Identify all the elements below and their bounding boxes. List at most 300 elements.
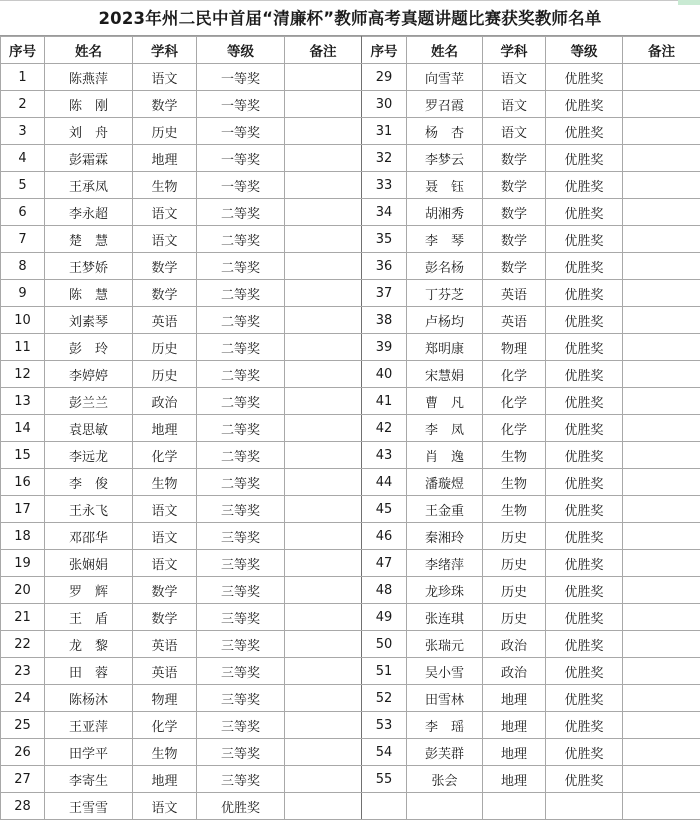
right-level-cell[interactable]: 优胜奖 <box>546 334 623 361</box>
left-seq-cell[interactable]: 1 <box>1 64 45 91</box>
right-subject-cell[interactable]: 语文 <box>483 91 546 118</box>
left-level-cell[interactable]: 三等奖 <box>197 685 285 712</box>
left-level-cell[interactable]: 三等奖 <box>197 631 285 658</box>
left-seq-cell[interactable]: 10 <box>1 307 45 334</box>
right-note-cell[interactable] <box>623 91 700 118</box>
left-name-cell[interactable]: 龙 黎 <box>45 631 133 658</box>
left-name-cell[interactable]: 王亚萍 <box>45 712 133 739</box>
right-subject-cell[interactable]: 化学 <box>483 361 546 388</box>
left-note-cell[interactable] <box>285 307 362 334</box>
right-level-cell[interactable]: 优胜奖 <box>546 550 623 577</box>
left-note-cell[interactable] <box>285 604 362 631</box>
left-seq-cell[interactable]: 21 <box>1 604 45 631</box>
left-name-cell[interactable]: 刘 舟 <box>45 118 133 145</box>
right-level-cell[interactable]: 优胜奖 <box>546 415 623 442</box>
left-note-cell[interactable] <box>285 577 362 604</box>
right-subject-cell[interactable]: 历史 <box>483 604 546 631</box>
left-level-cell[interactable]: 三等奖 <box>197 658 285 685</box>
left-seq-cell[interactable]: 26 <box>1 739 45 766</box>
right-seq-cell[interactable]: 31 <box>362 118 407 145</box>
right-seq-cell[interactable]: 36 <box>362 253 407 280</box>
left-name-cell[interactable]: 陈杨沐 <box>45 685 133 712</box>
left-level-cell[interactable]: 二等奖 <box>197 415 285 442</box>
right-seq-cell[interactable]: 47 <box>362 550 407 577</box>
left-name-cell[interactable]: 邓邵华 <box>45 523 133 550</box>
left-name-cell[interactable]: 刘素琴 <box>45 307 133 334</box>
right-level-cell[interactable] <box>546 793 623 820</box>
right-subject-cell[interactable]: 生物 <box>483 442 546 469</box>
left-level-cell[interactable]: 优胜奖 <box>197 793 285 820</box>
left-note-cell[interactable] <box>285 226 362 253</box>
right-subject-cell[interactable]: 政治 <box>483 658 546 685</box>
right-level-cell[interactable]: 优胜奖 <box>546 388 623 415</box>
left-note-cell[interactable] <box>285 739 362 766</box>
right-note-cell[interactable] <box>623 388 700 415</box>
right-level-cell[interactable]: 优胜奖 <box>546 361 623 388</box>
right-seq-cell[interactable] <box>362 793 407 820</box>
left-subject-cell[interactable]: 数学 <box>133 253 197 280</box>
left-level-cell[interactable]: 三等奖 <box>197 712 285 739</box>
left-subject-cell[interactable]: 历史 <box>133 334 197 361</box>
right-seq-cell[interactable]: 48 <box>362 577 407 604</box>
left-subject-cell[interactable]: 语文 <box>133 199 197 226</box>
right-name-cell[interactable]: 胡湘秀 <box>407 199 483 226</box>
right-subject-cell[interactable]: 生物 <box>483 496 546 523</box>
right-name-cell[interactable]: 李梦云 <box>407 145 483 172</box>
right-note-cell[interactable] <box>623 334 700 361</box>
left-level-cell[interactable]: 二等奖 <box>197 307 285 334</box>
left-note-cell[interactable] <box>285 496 362 523</box>
right-level-cell[interactable]: 优胜奖 <box>546 577 623 604</box>
left-note-cell[interactable] <box>285 145 362 172</box>
table-row <box>1 118 700 145</box>
right-subject-cell[interactable]: 语文 <box>483 64 546 91</box>
left-level-cell[interactable]: 三等奖 <box>197 496 285 523</box>
right-note-cell[interactable] <box>623 496 700 523</box>
left-note-cell[interactable] <box>285 442 362 469</box>
header-left-note[interactable]: 备注 <box>285 37 362 64</box>
right-level-cell[interactable]: 优胜奖 <box>546 226 623 253</box>
right-seq-cell[interactable]: 35 <box>362 226 407 253</box>
left-note-cell[interactable] <box>285 388 362 415</box>
left-subject-cell[interactable]: 化学 <box>133 442 197 469</box>
left-seq-cell[interactable]: 5 <box>1 172 45 199</box>
left-subject-cell[interactable]: 化学 <box>133 712 197 739</box>
left-seq-cell[interactable]: 24 <box>1 685 45 712</box>
left-subject-cell[interactable]: 语文 <box>133 550 197 577</box>
right-note-cell[interactable] <box>623 307 700 334</box>
left-name-cell[interactable]: 王 盾 <box>45 604 133 631</box>
right-name-cell[interactable]: 李 琴 <box>407 226 483 253</box>
right-note-cell[interactable] <box>623 658 700 685</box>
right-subject-cell[interactable]: 政治 <box>483 631 546 658</box>
right-name-cell[interactable]: 李绪萍 <box>407 550 483 577</box>
header-right-note[interactable]: 备注 <box>623 37 700 64</box>
header-left-subject[interactable]: 学科 <box>133 37 197 64</box>
left-level-cell[interactable]: 二等奖 <box>197 469 285 496</box>
right-level-cell[interactable]: 优胜奖 <box>546 253 623 280</box>
right-subject-cell[interactable]: 历史 <box>483 550 546 577</box>
right-seq-cell[interactable]: 51 <box>362 658 407 685</box>
right-level-cell[interactable]: 优胜奖 <box>546 91 623 118</box>
right-subject-cell[interactable] <box>483 793 546 820</box>
left-level-cell[interactable]: 三等奖 <box>197 604 285 631</box>
right-subject-cell[interactable]: 化学 <box>483 415 546 442</box>
left-subject-cell[interactable]: 政治 <box>133 388 197 415</box>
right-seq-cell[interactable]: 41 <box>362 388 407 415</box>
left-name-cell[interactable]: 陈 慧 <box>45 280 133 307</box>
left-subject-cell[interactable]: 数学 <box>133 577 197 604</box>
right-note-cell[interactable] <box>623 712 700 739</box>
left-name-cell[interactable]: 彭 玲 <box>45 334 133 361</box>
right-note-cell[interactable] <box>623 442 700 469</box>
left-level-cell[interactable]: 三等奖 <box>197 523 285 550</box>
left-name-cell[interactable]: 王永飞 <box>45 496 133 523</box>
left-seq-cell[interactable]: 18 <box>1 523 45 550</box>
right-subject-cell[interactable]: 物理 <box>483 334 546 361</box>
right-level-cell[interactable]: 优胜奖 <box>546 469 623 496</box>
left-seq-cell[interactable]: 17 <box>1 496 45 523</box>
left-seq-cell[interactable]: 7 <box>1 226 45 253</box>
right-name-cell[interactable]: 潘璇煜 <box>407 469 483 496</box>
left-subject-cell[interactable]: 物理 <box>133 685 197 712</box>
right-note-cell[interactable] <box>623 604 700 631</box>
left-subject-cell[interactable]: 数学 <box>133 280 197 307</box>
table-header-row <box>1 37 700 64</box>
right-name-cell[interactable]: 张会 <box>407 766 483 793</box>
right-name-cell[interactable]: 彭名杨 <box>407 253 483 280</box>
right-note-cell[interactable] <box>623 739 700 766</box>
right-note-cell[interactable] <box>623 766 700 793</box>
right-level-cell[interactable]: 优胜奖 <box>546 280 623 307</box>
left-note-cell[interactable] <box>285 685 362 712</box>
right-note-cell[interactable] <box>623 199 700 226</box>
left-note-cell[interactable] <box>285 793 362 820</box>
right-seq-cell[interactable]: 33 <box>362 172 407 199</box>
left-note-cell[interactable] <box>285 334 362 361</box>
left-subject-cell[interactable]: 语文 <box>133 523 197 550</box>
right-subject-cell[interactable]: 地理 <box>483 685 546 712</box>
right-subject-cell[interactable]: 地理 <box>483 712 546 739</box>
left-subject-cell[interactable]: 语文 <box>133 226 197 253</box>
left-subject-cell[interactable]: 数学 <box>133 604 197 631</box>
table-row <box>1 280 700 307</box>
left-seq-cell[interactable]: 19 <box>1 550 45 577</box>
header-right-name[interactable]: 姓名 <box>407 37 483 64</box>
left-name-cell[interactable]: 彭霜霖 <box>45 145 133 172</box>
left-name-cell[interactable]: 李寄生 <box>45 766 133 793</box>
right-note-cell[interactable] <box>623 280 700 307</box>
right-name-cell[interactable]: 秦湘玲 <box>407 523 483 550</box>
table-row <box>1 496 700 523</box>
left-note-cell[interactable] <box>285 361 362 388</box>
left-subject-cell[interactable]: 历史 <box>133 118 197 145</box>
header-right-subject[interactable]: 学科 <box>483 37 546 64</box>
right-name-cell[interactable]: 王金重 <box>407 496 483 523</box>
left-seq-cell[interactable]: 8 <box>1 253 45 280</box>
left-subject-cell[interactable]: 数学 <box>133 91 197 118</box>
right-note-cell[interactable] <box>623 226 700 253</box>
left-subject-cell[interactable]: 语文 <box>133 64 197 91</box>
left-level-cell[interactable]: 二等奖 <box>197 361 285 388</box>
left-name-cell[interactable]: 田 蓉 <box>45 658 133 685</box>
left-level-cell[interactable]: 一等奖 <box>197 172 285 199</box>
right-seq-cell[interactable]: 34 <box>362 199 407 226</box>
left-name-cell[interactable]: 张娴娟 <box>45 550 133 577</box>
left-seq-cell[interactable]: 9 <box>1 280 45 307</box>
right-note-cell[interactable] <box>623 145 700 172</box>
right-name-cell[interactable]: 彭芙群 <box>407 739 483 766</box>
right-seq-cell[interactable]: 43 <box>362 442 407 469</box>
right-seq-cell[interactable]: 40 <box>362 361 407 388</box>
right-level-cell[interactable]: 优胜奖 <box>546 442 623 469</box>
left-seq-cell[interactable]: 16 <box>1 469 45 496</box>
left-note-cell[interactable] <box>285 118 362 145</box>
right-subject-cell[interactable]: 地理 <box>483 766 546 793</box>
left-seq-cell[interactable]: 6 <box>1 199 45 226</box>
right-subject-cell[interactable]: 历史 <box>483 577 546 604</box>
right-name-cell[interactable]: 卢杨均 <box>407 307 483 334</box>
left-name-cell[interactable]: 李 俊 <box>45 469 133 496</box>
left-note-cell[interactable] <box>285 550 362 577</box>
left-seq-cell[interactable]: 28 <box>1 793 45 820</box>
table-row <box>1 199 700 226</box>
left-subject-cell[interactable]: 地理 <box>133 766 197 793</box>
left-level-cell[interactable]: 二等奖 <box>197 253 285 280</box>
table-row <box>1 658 700 685</box>
left-seq-cell[interactable]: 20 <box>1 577 45 604</box>
left-name-cell[interactable]: 田学平 <box>45 739 133 766</box>
table-row <box>1 685 700 712</box>
right-seq-cell[interactable]: 30 <box>362 91 407 118</box>
header-left-seq[interactable]: 序号 <box>1 37 45 64</box>
left-name-cell[interactable]: 王梦娇 <box>45 253 133 280</box>
left-level-cell[interactable]: 二等奖 <box>197 280 285 307</box>
left-seq-cell[interactable]: 4 <box>1 145 45 172</box>
right-seq-cell[interactable]: 55 <box>362 766 407 793</box>
right-seq-cell[interactable]: 38 <box>362 307 407 334</box>
left-subject-cell[interactable]: 语文 <box>133 793 197 820</box>
right-note-cell[interactable] <box>623 172 700 199</box>
right-seq-cell[interactable]: 54 <box>362 739 407 766</box>
right-level-cell[interactable]: 优胜奖 <box>546 712 623 739</box>
left-name-cell[interactable]: 王雪雪 <box>45 793 133 820</box>
right-name-cell[interactable]: 郑明康 <box>407 334 483 361</box>
right-note-cell[interactable] <box>623 523 700 550</box>
right-note-cell[interactable] <box>623 253 700 280</box>
left-seq-cell[interactable]: 2 <box>1 91 45 118</box>
left-note-cell[interactable] <box>285 172 362 199</box>
left-level-cell[interactable]: 三等奖 <box>197 577 285 604</box>
right-name-cell[interactable]: 罗召霞 <box>407 91 483 118</box>
right-seq-cell[interactable]: 32 <box>362 145 407 172</box>
right-seq-cell[interactable]: 45 <box>362 496 407 523</box>
right-note-cell[interactable] <box>623 469 700 496</box>
left-subject-cell[interactable]: 生物 <box>133 739 197 766</box>
right-note-cell[interactable] <box>623 415 700 442</box>
left-subject-cell[interactable]: 地理 <box>133 415 197 442</box>
right-level-cell[interactable]: 优胜奖 <box>546 496 623 523</box>
left-seq-cell[interactable]: 13 <box>1 388 45 415</box>
right-level-cell[interactable]: 优胜奖 <box>546 145 623 172</box>
left-name-cell[interactable]: 王承凤 <box>45 172 133 199</box>
right-seq-cell[interactable]: 46 <box>362 523 407 550</box>
right-level-cell[interactable]: 优胜奖 <box>546 172 623 199</box>
right-name-cell[interactable]: 张连琪 <box>407 604 483 631</box>
right-subject-cell[interactable]: 地理 <box>483 739 546 766</box>
left-seq-cell[interactable]: 27 <box>1 766 45 793</box>
right-note-cell[interactable] <box>623 550 700 577</box>
right-level-cell[interactable]: 优胜奖 <box>546 199 623 226</box>
right-seq-cell[interactable]: 39 <box>362 334 407 361</box>
right-note-cell[interactable] <box>623 685 700 712</box>
right-seq-cell[interactable]: 52 <box>362 685 407 712</box>
left-seq-cell[interactable]: 14 <box>1 415 45 442</box>
left-seq-cell[interactable]: 22 <box>1 631 45 658</box>
right-subject-cell[interactable]: 英语 <box>483 280 546 307</box>
right-note-cell[interactable] <box>623 577 700 604</box>
left-level-cell[interactable]: 二等奖 <box>197 388 285 415</box>
left-note-cell[interactable] <box>285 658 362 685</box>
left-subject-cell[interactable]: 英语 <box>133 631 197 658</box>
right-seq-cell[interactable]: 37 <box>362 280 407 307</box>
right-level-cell[interactable]: 优胜奖 <box>546 631 623 658</box>
right-seq-cell[interactable]: 53 <box>362 712 407 739</box>
left-name-cell[interactable]: 罗 辉 <box>45 577 133 604</box>
left-subject-cell[interactable]: 地理 <box>133 145 197 172</box>
left-name-cell[interactable]: 李远龙 <box>45 442 133 469</box>
right-name-cell[interactable]: 李 瑶 <box>407 712 483 739</box>
left-name-cell[interactable]: 李永超 <box>45 199 133 226</box>
right-note-cell[interactable] <box>623 793 700 820</box>
left-name-cell[interactable]: 袁思敏 <box>45 415 133 442</box>
left-note-cell[interactable] <box>285 253 362 280</box>
left-seq-cell[interactable]: 25 <box>1 712 45 739</box>
right-level-cell[interactable]: 优胜奖 <box>546 604 623 631</box>
table-row <box>1 253 700 280</box>
left-name-cell[interactable]: 李婷婷 <box>45 361 133 388</box>
left-subject-cell[interactable]: 英语 <box>133 307 197 334</box>
left-level-cell[interactable]: 二等奖 <box>197 442 285 469</box>
header-left-level[interactable]: 等级 <box>197 37 285 64</box>
right-level-cell[interactable]: 优胜奖 <box>546 523 623 550</box>
left-note-cell[interactable] <box>285 469 362 496</box>
header-right-seq[interactable]: 序号 <box>362 37 407 64</box>
right-level-cell[interactable]: 优胜奖 <box>546 307 623 334</box>
right-note-cell[interactable] <box>623 118 700 145</box>
left-level-cell[interactable]: 二等奖 <box>197 199 285 226</box>
left-seq-cell[interactable]: 23 <box>1 658 45 685</box>
right-name-cell[interactable]: 宋慧娟 <box>407 361 483 388</box>
left-name-cell[interactable]: 彭兰兰 <box>45 388 133 415</box>
left-note-cell[interactable] <box>285 712 362 739</box>
left-level-cell[interactable]: 三等奖 <box>197 766 285 793</box>
right-level-cell[interactable]: 优胜奖 <box>546 118 623 145</box>
right-name-cell[interactable]: 吴小雪 <box>407 658 483 685</box>
left-note-cell[interactable] <box>285 91 362 118</box>
left-level-cell[interactable]: 一等奖 <box>197 91 285 118</box>
right-note-cell[interactable] <box>623 361 700 388</box>
left-note-cell[interactable] <box>285 415 362 442</box>
right-name-cell[interactable]: 杨 杏 <box>407 118 483 145</box>
left-subject-cell[interactable]: 生物 <box>133 172 197 199</box>
right-note-cell[interactable] <box>623 64 700 91</box>
left-level-cell[interactable]: 二等奖 <box>197 226 285 253</box>
right-subject-cell[interactable]: 生物 <box>483 469 546 496</box>
left-seq-cell[interactable]: 3 <box>1 118 45 145</box>
table-row <box>1 226 700 253</box>
left-level-cell[interactable]: 一等奖 <box>197 145 285 172</box>
left-level-cell[interactable]: 三等奖 <box>197 550 285 577</box>
left-level-cell[interactable]: 二等奖 <box>197 334 285 361</box>
left-subject-cell[interactable]: 语文 <box>133 496 197 523</box>
header-right-level[interactable]: 等级 <box>546 37 623 64</box>
left-subject-cell[interactable]: 英语 <box>133 658 197 685</box>
right-level-cell[interactable]: 优胜奖 <box>546 685 623 712</box>
right-name-cell[interactable]: 肖 逸 <box>407 442 483 469</box>
table-row <box>1 388 700 415</box>
right-subject-cell[interactable]: 语文 <box>483 118 546 145</box>
right-subject-cell[interactable]: 英语 <box>483 307 546 334</box>
left-name-cell[interactable]: 陈燕萍 <box>45 64 133 91</box>
header-left-name[interactable]: 姓名 <box>45 37 133 64</box>
left-note-cell[interactable] <box>285 631 362 658</box>
right-name-cell[interactable]: 张瑞元 <box>407 631 483 658</box>
left-level-cell[interactable]: 一等奖 <box>197 64 285 91</box>
right-seq-cell[interactable]: 44 <box>362 469 407 496</box>
left-note-cell[interactable] <box>285 280 362 307</box>
right-name-cell[interactable]: 田雪林 <box>407 685 483 712</box>
right-subject-cell[interactable]: 数学 <box>483 199 546 226</box>
left-level-cell[interactable]: 三等奖 <box>197 739 285 766</box>
right-seq-cell[interactable]: 50 <box>362 631 407 658</box>
left-seq-cell[interactable]: 15 <box>1 442 45 469</box>
left-subject-cell[interactable]: 生物 <box>133 469 197 496</box>
right-seq-cell[interactable]: 49 <box>362 604 407 631</box>
right-subject-cell[interactable]: 数学 <box>483 172 546 199</box>
left-seq-cell[interactable]: 12 <box>1 361 45 388</box>
right-name-cell[interactable]: 聂 钰 <box>407 172 483 199</box>
left-note-cell[interactable] <box>285 766 362 793</box>
right-name-cell[interactable] <box>407 793 483 820</box>
right-level-cell[interactable]: 优胜奖 <box>546 658 623 685</box>
right-seq-cell[interactable]: 29 <box>362 64 407 91</box>
left-note-cell[interactable] <box>285 523 362 550</box>
left-level-cell[interactable]: 一等奖 <box>197 118 285 145</box>
right-name-cell[interactable]: 李 凤 <box>407 415 483 442</box>
right-seq-cell[interactable]: 42 <box>362 415 407 442</box>
left-name-cell[interactable]: 楚 慧 <box>45 226 133 253</box>
right-name-cell[interactable]: 向雪苹 <box>407 64 483 91</box>
right-subject-cell[interactable]: 数学 <box>483 145 546 172</box>
right-name-cell[interactable]: 曹 凡 <box>407 388 483 415</box>
left-subject-cell[interactable]: 历史 <box>133 361 197 388</box>
left-note-cell[interactable] <box>285 64 362 91</box>
right-name-cell[interactable]: 龙珍珠 <box>407 577 483 604</box>
left-seq-cell[interactable]: 11 <box>1 334 45 361</box>
right-name-cell[interactable]: 丁芬芝 <box>407 280 483 307</box>
left-note-cell[interactable] <box>285 199 362 226</box>
right-level-cell[interactable]: 优胜奖 <box>546 766 623 793</box>
right-subject-cell[interactable]: 历史 <box>483 523 546 550</box>
left-name-cell[interactable]: 陈 刚 <box>45 91 133 118</box>
right-subject-cell[interactable]: 化学 <box>483 388 546 415</box>
right-note-cell[interactable] <box>623 631 700 658</box>
right-level-cell[interactable]: 优胜奖 <box>546 739 623 766</box>
right-level-cell[interactable]: 优胜奖 <box>546 64 623 91</box>
right-subject-cell[interactable]: 数学 <box>483 253 546 280</box>
right-subject-cell[interactable]: 数学 <box>483 226 546 253</box>
